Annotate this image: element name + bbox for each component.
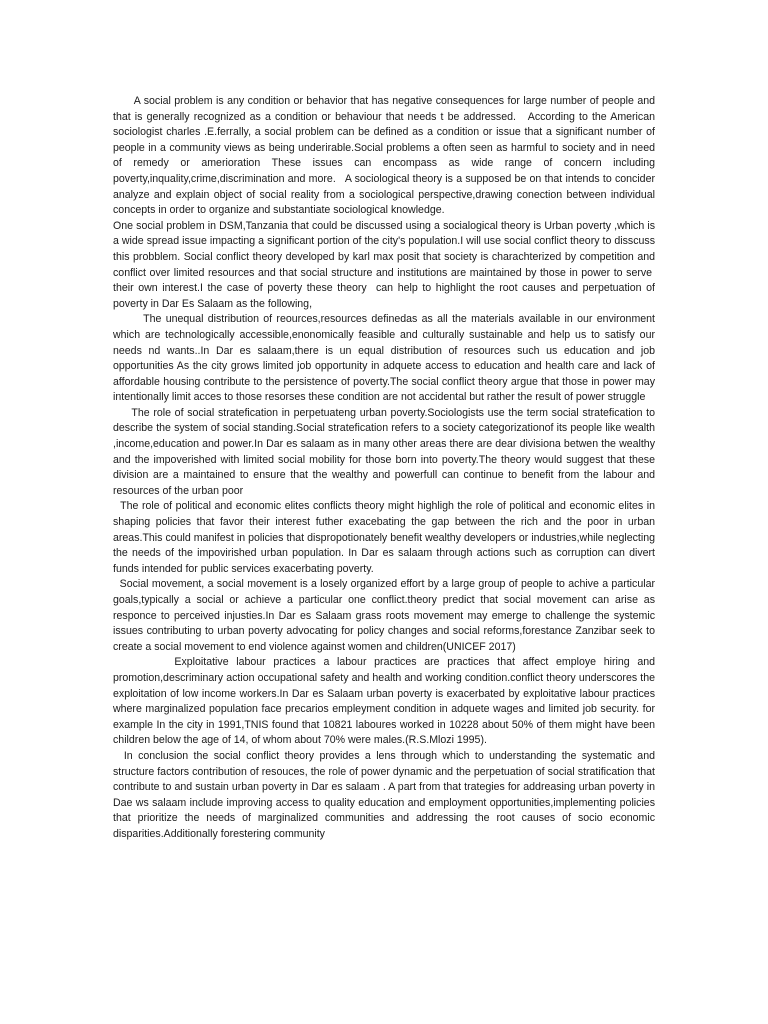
paragraph-social-stratification: The role of social stratefication in perpetuateng urban poverty.Sociologists use the term social stratefication to describe the system of social standing.Social stratefication refers to a society categorizationof its people like wealth ,income,education and power.In Dar es salaam as in many other areas there are dear divisiona betwen the wealthy and the impoverished with limited social mobility for those born into poverty.The theory would suggest that these division are a maintained to ensure that the wealthy and powerfull can continue to benefit from the labour and resources of the urban poor: [113, 406, 655, 497]
paragraph-political-elites: The role of political and economic elites conflicts theory might highligh the role of political and economic elites in shaping policies that favor their interest futher exacebating the gap between the rich and the poor in urban areas.This could manifest in policies that dispropotionately benefit wealthy developers or industries,while neglecting the needs of the impovirished urban population. In Dar es salaam through actions such as corruption can divert funds intended for public services exacerbating poverty.: [113, 500, 655, 575]
paragraph-unequal-distribution: The unequal distribution of reources,resources definedas as all the materials available in our environment which are technologically accessible,enonomically feasible and culturally sustainable and help us to satisfy our needs nd wants..In Dar es salaam,there is un equal distribution of resources such us education and job opportunities As the city grows limited job opportunity in adquete access to education and health care and lack of affordable housing contribute to the persistence of poverty.The social conflict theory argue that those in power may intentionally limit acces to those resorses these condition are not accidental but rather the result of power struggle: [113, 313, 655, 404]
paragraph-introduction: A social problem is any condition or behavior that has negative consequences for large number of people and that is generally recognized as a condition or behaviour that needs t be addressed. According to the American sociologist charles .E.ferrally, a social problem can be defined as a condition or issue that a significant number of people in a community views as being underirable.Social problems a often seen as harmful to society and in need of remedy or amerioration These issues can encompass as wide range of concern including poverty,inquality,crime,discrimination and more. A sociological theory is a supposed be on that intends to concider analyze and explain object of social reality from a sociological perspective,drawing conection between individual concepts in order to organize and substantiate sociological knowledge.: [113, 95, 655, 217]
paragraph-labour-practices: Exploitative labour practices a labour practices are practices that affect employe hiring and promotion,descriminary action occupational safety and health and working condition.conflict theory underscores the exploitation of low income workers.In Dar es Salaam urban poverty is exacerbated by exploitative labour practices where marginalized population face precarios empleyment condition in adquete wages and limited job security. for example In the city in 1991,TNIS found that 10821 laboures worked in 10228 about 50% of them might have been children below the age of 14, of whom about 70% were males.(R.S.Mlozi 1995).: [113, 656, 655, 747]
document-body: [113, 94, 655, 843]
paragraph-social-movement: Social movement, a social movement is a losely organized effort by a large group of people to achive a particular goals,typically a social or achieve a particular one conflict.theory predict that social movement can arise as responce to perceived injusties.In Dar es Salaam grass roots movement may emerge to challenge the systemic issues contributing to urban poverty advocating for policy changes and social reforms,forestance Zanzibar seek to create a social movement to end violence against women and children(UNICEF 2017): [113, 578, 655, 653]
paragraph-conclusion: In conclusion the social conflict theory provides a lens through which to understanding the systematic and structure factors contribution of resouces, the role of power dynamic and the perpetuation of social stratification that contribute to and sustain urban poverty in Dar es salaam . A part from that trategies for addreasing urban poverty in Dae ws salaam include improving access to quality education and employment opportunities,implementing policies that prioritize the needs of marginalized communities and addressing the root causes of socio economic disparities.Additionally forestering community: [113, 749, 655, 840]
paragraph-urban-poverty: One social problem in DSM,Tanzania that could be discussed using a socialogical theory is Urban poverty ,which is a wide spread issue impacting a significant portion of the city's population.I will use social conflict theory to disscuss this probblem. Social conflict theory developed by karl max posit that society is charachterized by competition and conflict over limited resources and that social structure and institutions are maintained by those in power to serve their own interest.I the case of poverty these theory can help to highlight the root causes and perpetuation of poverty in Dar Es Salaam as the following,: [113, 219, 655, 310]
